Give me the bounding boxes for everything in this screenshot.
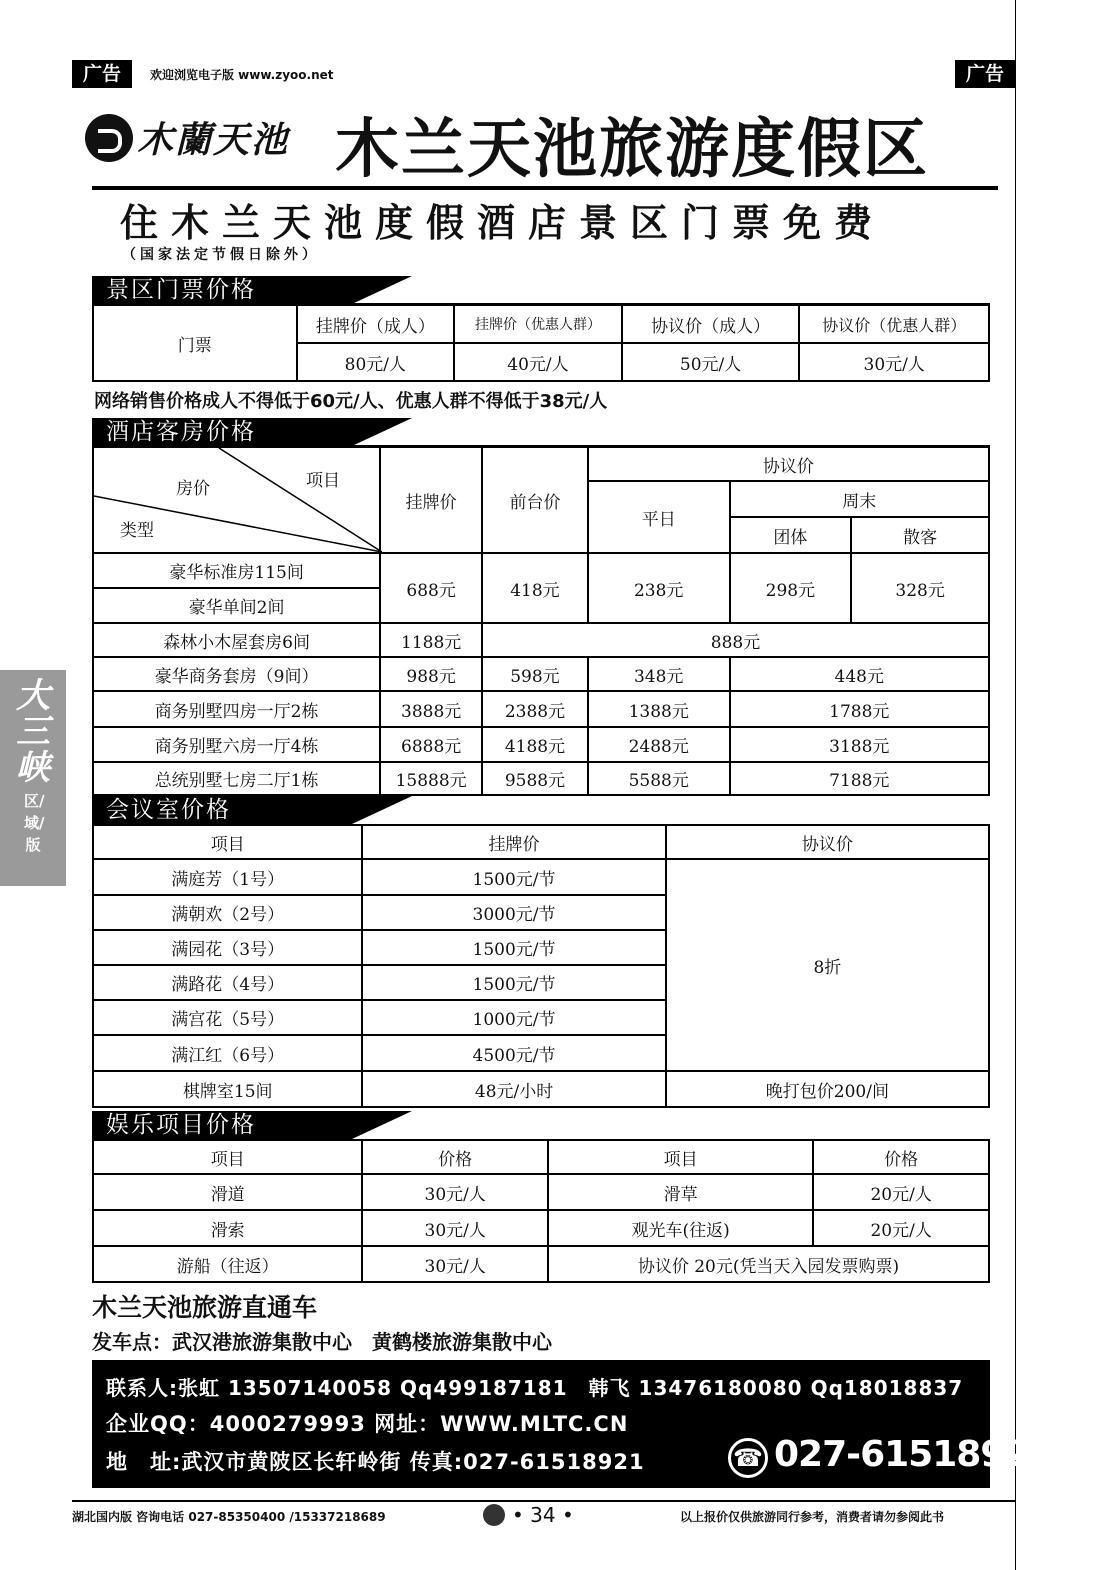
- table-cell: 988元: [380, 657, 482, 691]
- room-name: 满朝欢（2号）: [93, 895, 362, 930]
- table-row: [93, 1246, 989, 1282]
- contact-line-2: 企业QQ：4000279993 网址：WWW.MLTC.CN: [106, 1412, 629, 1436]
- table-header: 协议价: [588, 447, 989, 481]
- room-name: 森林小木屋套房6间: [93, 623, 380, 657]
- table-cell: 滑索: [93, 1210, 362, 1246]
- header-price: 房价: [176, 479, 210, 499]
- brand-logo: [85, 112, 289, 163]
- contact-line-1: 联系人:张虹 13507140058 Qq499187181 韩飞 13476180080 Qq18018837: [106, 1376, 964, 1400]
- subtitle-note: （国家法定节假日除外）: [122, 247, 320, 263]
- table-cell: 晚打包价200/间: [666, 1071, 989, 1107]
- table-cell: 598元: [482, 657, 588, 691]
- hotel-table: [92, 446, 990, 796]
- table-cell: 20元/人: [813, 1210, 989, 1246]
- table-header: 团体: [730, 517, 852, 553]
- section-title: 景区门票价格: [92, 276, 352, 304]
- table-cell: 4188元: [482, 727, 588, 762]
- table-row: [93, 859, 989, 895]
- table-cell: 1500元/节: [362, 965, 665, 1000]
- section-header-hotel: [92, 418, 352, 446]
- table-cell: 3000元/节: [362, 895, 665, 930]
- section-header-fun: [92, 1111, 352, 1139]
- bus-departure: 发车点：武汉港旅游集散中心 黄鹤楼旅游集散中心: [92, 1330, 552, 1354]
- table-cell: 418元: [482, 553, 588, 623]
- table-cell: 1788元: [730, 691, 989, 727]
- ticket-table: [92, 304, 990, 382]
- table-cell: 游船（往返）: [93, 1246, 362, 1282]
- bus-title: 木兰天池旅游直通车: [92, 1293, 318, 1322]
- table-cell: 20元/人: [813, 1174, 989, 1210]
- publisher-logo-icon: [483, 1504, 505, 1526]
- hotline-number: 027-61518926: [774, 1434, 1053, 1475]
- table-cell: 7188元: [730, 762, 989, 795]
- table-cell: 1000元/节: [362, 1000, 665, 1035]
- table-cell: 滑草: [548, 1174, 813, 1210]
- table-header: 协议价（优惠人群）: [799, 305, 989, 343]
- side-edition-tab: [0, 670, 66, 886]
- table-cell: 30元/人: [362, 1174, 548, 1210]
- table-header: 挂牌价（优惠人群）: [454, 305, 622, 343]
- table-cell: 888元: [482, 623, 989, 657]
- table-header: 项目: [93, 1140, 362, 1174]
- table-header: 平日: [588, 481, 730, 553]
- table-cell: 48元/小时: [362, 1071, 665, 1107]
- ad-tag-right: 广告: [955, 60, 1015, 88]
- table-cell: 30元/人: [362, 1210, 548, 1246]
- side-small-text: 区/域/版: [24, 792, 45, 854]
- table-cell: 5588元: [588, 762, 730, 795]
- fun-table: [92, 1139, 990, 1283]
- table-cell: 1388元: [588, 691, 730, 727]
- table-row: [93, 1174, 989, 1210]
- room-name: 豪华标准房115间: [93, 553, 380, 588]
- table-cell: 1500元/节: [362, 930, 665, 965]
- table-cell: 40元/人: [454, 343, 622, 381]
- table-cell: 3888元: [380, 691, 482, 727]
- table-cell: 1188元: [380, 623, 482, 657]
- section-header-meeting: [92, 796, 352, 824]
- table-header: 协议价: [666, 825, 989, 859]
- table-cell: 滑道: [93, 1174, 362, 1210]
- section-header-tickets: [92, 276, 352, 304]
- table-row: [93, 762, 989, 795]
- table-header: 价格: [362, 1140, 548, 1174]
- table-header: 前台价: [482, 447, 588, 553]
- logo-text: 木蘭天池: [137, 119, 290, 161]
- table-cell: 328元: [851, 553, 989, 623]
- room-name: 满庭芳（1号）: [93, 859, 362, 895]
- table-cell: 348元: [588, 657, 730, 691]
- table-cell: 3188元: [730, 727, 989, 762]
- table-row: [93, 727, 989, 762]
- table-cell: 协议价 20元(凭当天入园发票购票): [548, 1246, 989, 1282]
- section-title: 会议室价格: [92, 796, 352, 824]
- room-name: 商务别墅四房一厅2栋: [93, 691, 380, 727]
- room-name: 豪华单间2间: [93, 588, 380, 623]
- table-cell: 688元: [380, 553, 482, 623]
- table-header: 挂牌价: [380, 447, 482, 553]
- footer-right: 以上报价仅供旅游同行参考，消费者请勿参阅此书: [680, 1510, 945, 1524]
- table-header: 挂牌价: [362, 825, 665, 859]
- ticket-row-label: 门票: [93, 305, 297, 381]
- welcome-text: 欢迎浏览电子版 www.zyoo.net: [150, 68, 334, 82]
- discount-cell: 8折: [666, 859, 989, 1071]
- ticket-sales-rule: 网络销售价格成人不得低于60元/人、优惠人群不得低于38元/人: [94, 391, 608, 412]
- table-header: 价格: [813, 1140, 989, 1174]
- table-cell: 1500元/节: [362, 859, 665, 895]
- page-subtitle: 住木兰天池度假酒店景区门票免费: [120, 201, 886, 245]
- table-cell: 4500元/节: [362, 1035, 665, 1071]
- table-cell: 298元: [730, 553, 852, 623]
- room-name: 豪华商务套房（9间）: [93, 657, 380, 691]
- table-cell: 6888元: [380, 727, 482, 762]
- table-cell: 50元/人: [622, 343, 800, 381]
- diagonal-header-cell: [93, 447, 380, 553]
- page-edge-line: [1015, 0, 1016, 1570]
- room-name: 棋牌室15间: [93, 1071, 362, 1107]
- side-big-text: 大三峡: [16, 676, 50, 788]
- title-divider: [92, 186, 998, 190]
- table-header: 项目: [93, 825, 362, 859]
- table-row: [93, 691, 989, 727]
- table-header: 散客: [851, 517, 989, 553]
- table-row: [93, 553, 989, 588]
- meeting-table: [92, 824, 990, 1108]
- section-title: 酒店客房价格: [92, 418, 352, 446]
- table-row: [93, 623, 989, 657]
- logo-mark-icon: [85, 114, 133, 162]
- table-cell: 30元/人: [799, 343, 989, 381]
- table-cell: 2488元: [588, 727, 730, 762]
- table-cell: 80元/人: [297, 343, 455, 381]
- table-header: 协议价（成人）: [622, 305, 800, 343]
- table-cell: 30元/人: [362, 1246, 548, 1282]
- room-name: 商务别墅六房一厅4栋: [93, 727, 380, 762]
- table-cell: 238元: [588, 553, 730, 623]
- table-row: [93, 1071, 989, 1107]
- table-cell: 15888元: [380, 762, 482, 795]
- room-name: 满宫花（5号）: [93, 1000, 362, 1035]
- section-title: 娱乐项目价格: [92, 1111, 352, 1139]
- room-name: 满江红（6号）: [93, 1035, 362, 1071]
- page-number: • 34 •: [512, 1503, 574, 1527]
- table-cell: 448元: [730, 657, 989, 691]
- contact-line-3: 地 址:武汉市黄陂区长轩岭街 传真:027-61518921: [106, 1450, 645, 1474]
- table-header: 挂牌价（成人）: [297, 305, 455, 343]
- footer-rule: [72, 1500, 1015, 1502]
- table-row: [93, 657, 989, 691]
- header-type: 类型: [120, 521, 154, 541]
- ad-tag-left: 广告: [72, 60, 132, 88]
- footer-left: 湖北国内版 咨询电话 027-85350400 /15337218689: [72, 1510, 386, 1524]
- table-cell: 9588元: [482, 762, 588, 795]
- table-cell: 2388元: [482, 691, 588, 727]
- room-name: 满路花（4号）: [93, 965, 362, 1000]
- header-item: 项目: [306, 471, 340, 491]
- table-header: 项目: [548, 1140, 813, 1174]
- table-row: [93, 1210, 989, 1246]
- table-cell: 观光车(往返): [548, 1210, 813, 1246]
- table-header: 周末: [730, 481, 989, 517]
- phone-icon: ☎: [728, 1438, 768, 1478]
- contact-box: [92, 1360, 1053, 1488]
- room-name: 总统别墅七房二厅1栋: [93, 762, 380, 795]
- room-name: 满园花（3号）: [93, 930, 362, 965]
- page-title: 木兰天池旅游度假区: [335, 113, 929, 187]
